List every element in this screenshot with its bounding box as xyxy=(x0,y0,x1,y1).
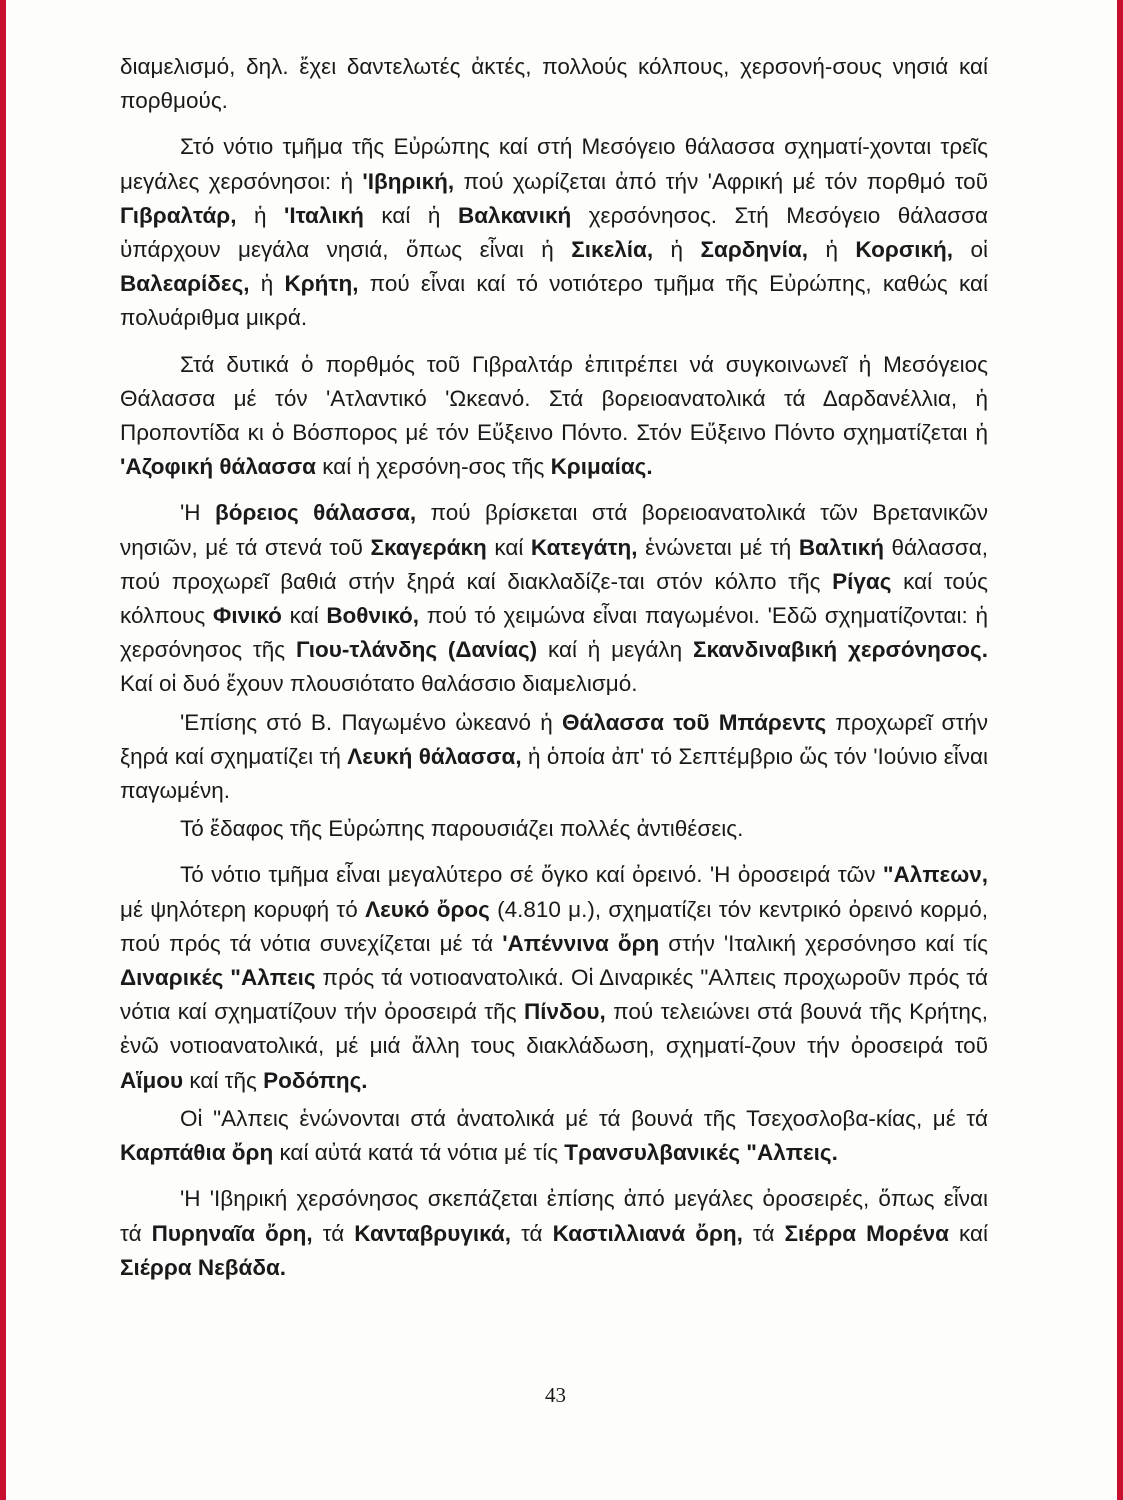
bold-term: Ροδόπης. xyxy=(263,1067,368,1093)
text-run: καί ἡ xyxy=(363,202,458,228)
paragraph-8 xyxy=(120,1102,988,1170)
bold-term: Κανταβρυγικά, xyxy=(354,1220,511,1246)
page-number: 43 xyxy=(545,1383,566,1407)
text-run: Οἱ "Αλπεις ἑνώνονται στά ἀνατολικά μέ τά βουνά τῆς Τσεχοσλοβα-κίας, μέ τά xyxy=(180,1105,988,1131)
bold-term: Γιβραλτάρ, xyxy=(120,202,237,228)
bold-term: Φινικό xyxy=(212,603,282,629)
bold-term: Σιέρρα Νεβάδα. xyxy=(120,1254,287,1280)
text-run: Τό νότιο τμῆμα εἶναι μεγαλύτερο σέ ὄγκο καί ὀρεινό. 'Η ὀροσειρά τῶν xyxy=(180,862,883,888)
bold-term: 'Ιβηρική, xyxy=(362,168,455,194)
text-run: χερσόνησος. Στή Μεσόγειο θάλασσα ὑπάρχουν μεγάλα νησιά, ὅπως εἶναι ἡ xyxy=(120,202,988,263)
bold-term: Πίνδου, xyxy=(523,999,606,1025)
text-run: μέ ψηλότερη κορυφή τό xyxy=(120,896,366,922)
text-run: ἡ xyxy=(249,271,285,297)
paragraph-1 xyxy=(120,50,988,118)
bold-term: Καρπάθια ὄρη xyxy=(120,1140,274,1166)
bold-term: Σκανδιναβική χερσόνησος. xyxy=(692,637,989,663)
text-run: ἡ xyxy=(808,237,856,263)
bold-term: Βοθνικό, xyxy=(326,603,420,629)
bold-term: 'Ιταλική xyxy=(284,202,364,228)
bold-term: Καστιλλιανά ὄρη, xyxy=(552,1220,743,1246)
text-run: Καί οἱ δυό ἔχουν πλουσιότατο θαλάσσιο διαμελισμό. xyxy=(120,671,638,697)
text-run: πού χωρίζεται ἀπό τήν 'Αφρική μέ τόν πορθμό τοῦ xyxy=(454,168,988,194)
text-run: 'Η 'Ιβηρική χερσόνησος σκεπάζεται ἐπίσης ἀπό μεγάλες ὀροσειρές, ὅπως εἶναι τά xyxy=(120,1186,988,1246)
text-run: πού τελειώνει στά βουνά τῆς Κρήτης, ἐνῶ νοτιοανατολικά, μέ μιά ἄλλη τους διακλάδωση, σχηματί-ζουν τήν ὀροσειρά τοῦ xyxy=(120,999,988,1059)
paragraph-5 xyxy=(120,706,988,809)
bold-term: Σαρδηνία, xyxy=(700,237,809,263)
text-run: καί αὐτά κατά τά νότια μέ τίς xyxy=(273,1140,565,1166)
text-run: τά xyxy=(742,1220,785,1246)
bold-term: 'Απέννινα ὄρη xyxy=(502,930,660,956)
bold-term: Λευκό ὄρος xyxy=(365,896,490,922)
page-text xyxy=(120,50,988,1285)
text-run: τά xyxy=(510,1220,553,1246)
text-run: καί τῆς xyxy=(183,1067,264,1093)
bold-term: Σκαγεράκη xyxy=(370,534,487,560)
paragraph-3 xyxy=(120,348,988,485)
bold-term: Ρίγας xyxy=(832,568,892,594)
text-run: ἡ xyxy=(653,237,701,263)
text-run: διαμελισμό, δηλ. ἔχει δαντελωτές ἀκτές, πολλούς κόλπους, χερσονή-σους νησιά καί πορθμούς. xyxy=(120,54,988,114)
paragraph-4 xyxy=(120,496,988,701)
text-run: καί τούς κόλπους xyxy=(120,568,988,629)
bold-term: Κατεγάτη, xyxy=(530,534,638,560)
bold-term: Κορσική, xyxy=(855,237,954,263)
text-run: πρός τά νοτιοανατολικά. Οἱ Διναρικές "Αλπεις προχωροῦν πρός τά νότια καί σχηματίζουν τήν ὀροσειρά τῆς xyxy=(120,965,988,1025)
bold-term: βόρειος θάλασσα, xyxy=(214,500,417,526)
paragraph-6 xyxy=(120,812,988,846)
text-run: καί xyxy=(281,603,327,629)
bold-term: Αἵμου xyxy=(120,1067,184,1093)
bold-term: Σιέρρα Μορένα xyxy=(784,1220,949,1246)
bold-term: Κριμαίας. xyxy=(550,454,653,480)
text-run: ἑνώνεται μέ τή xyxy=(637,534,799,560)
bold-term: Πυρηναῖα ὄρη, xyxy=(151,1220,313,1246)
bold-term: Γιου-τλάνδης (Δανίας) xyxy=(295,637,538,663)
bold-term: Διναρικές "Αλπεις xyxy=(120,965,316,991)
text-run: θάλασσα, πού προχωρεῖ βαθιά στήν ξηρά καί διακλαδίζε-ται στόν κόλπο τῆς xyxy=(120,534,989,594)
text-run: 'Επίσης στό Β. Παγωμένο ὠκεανό ἡ xyxy=(180,709,562,735)
paragraph-7 xyxy=(120,858,988,1097)
text-run: πού εἶναι καί τό νοτιότερο τμῆμα τῆς Εὐρώπης, καθώς καί πολυάριθμα μικρά. xyxy=(120,271,988,331)
text-run: προχωρεῖ στήν ξηρά καί σχηματίζει τή xyxy=(120,709,988,769)
bold-term: Θάλασσα τοῦ Μπάρεντς xyxy=(562,709,827,735)
bold-term: Λευκή θάλασσα, xyxy=(347,743,522,769)
text-run: Στά δυτικά ὁ πορθμός τοῦ Γιβραλτάρ ἐπιτρέπει νά συγκοινωνεῖ ἡ Μεσόγειος Θάλασσα μέ τόν 'Ατλαντικό 'Ωκεανό. Στά βορειοανατολικά τά Δαρδανέλλια, ἡ Προποντίδα κι ὁ Βόσπορος μέ τόν Εὔξεινο Πόντο. Στόν Εὔξεινο Πόντο σχηματίζεται ἡ xyxy=(120,351,988,446)
text-run: Τό ἔδαφος τῆς Εὐρώπης παρουσιάζει πολλές ἀντιθέσεις. xyxy=(180,816,744,842)
text-run: πού τό χειμώνα εἶναι παγωμένοι. 'Εδῶ σχηματίζονται: ἡ χερσόνησος τῆς xyxy=(120,603,989,663)
text-run: 'Η xyxy=(180,500,215,526)
text-run: καί ἡ χερσόνη-σος τῆς xyxy=(316,454,551,480)
text-run: Στό νότιο τμῆμα τῆς Εὐρώπης καί στή Μεσόγειο θάλασσα σχηματί-χονται τρεῖς μεγάλες χερσόνησοι: ἡ xyxy=(120,134,988,194)
text-run: οἱ xyxy=(953,237,988,263)
text-run: πού βρίσκεται στά βορειοανατολικά τῶν Βρετανικῶν νησιῶν, μέ τά στενά τοῦ xyxy=(120,500,988,560)
bold-term: 'Αζοφική θάλασσα xyxy=(120,454,317,480)
bold-term: Τρανσυλβανικές "Αλπεις. xyxy=(564,1140,838,1166)
bold-term: Βαλκανική xyxy=(457,202,572,228)
text-run: (4.810 μ.), σχηματίζει τόν κεντρικό ὀρεινό κορμό, πού πρός τά νότια συνεχίζεται μέ τά xyxy=(120,896,988,956)
text-run: τά xyxy=(312,1220,355,1246)
text-run: καί xyxy=(948,1220,988,1246)
text-run: στήν 'Ιταλική χερσόνησο καί τίς xyxy=(659,930,988,956)
text-run: ἡ ὁποία ἀπ' τό Σεπτέμβριο ὥς τόν 'Ιούνιο εἶναι παγωμένη. xyxy=(120,743,988,804)
paragraph-2 xyxy=(120,130,988,335)
bold-term: Βαλτική xyxy=(798,534,884,560)
paragraph-9 xyxy=(120,1182,988,1285)
bold-term: Κρήτη, xyxy=(284,271,359,297)
text-run: καί ἡ μεγάλη xyxy=(537,637,693,663)
bold-term: "Αλπεων, xyxy=(882,862,988,888)
bold-term: Βαλεαρίδες, xyxy=(120,271,250,297)
text-run: καί xyxy=(486,534,531,560)
bold-term: Σικελία, xyxy=(571,237,654,263)
text-run: ἡ xyxy=(236,202,285,228)
